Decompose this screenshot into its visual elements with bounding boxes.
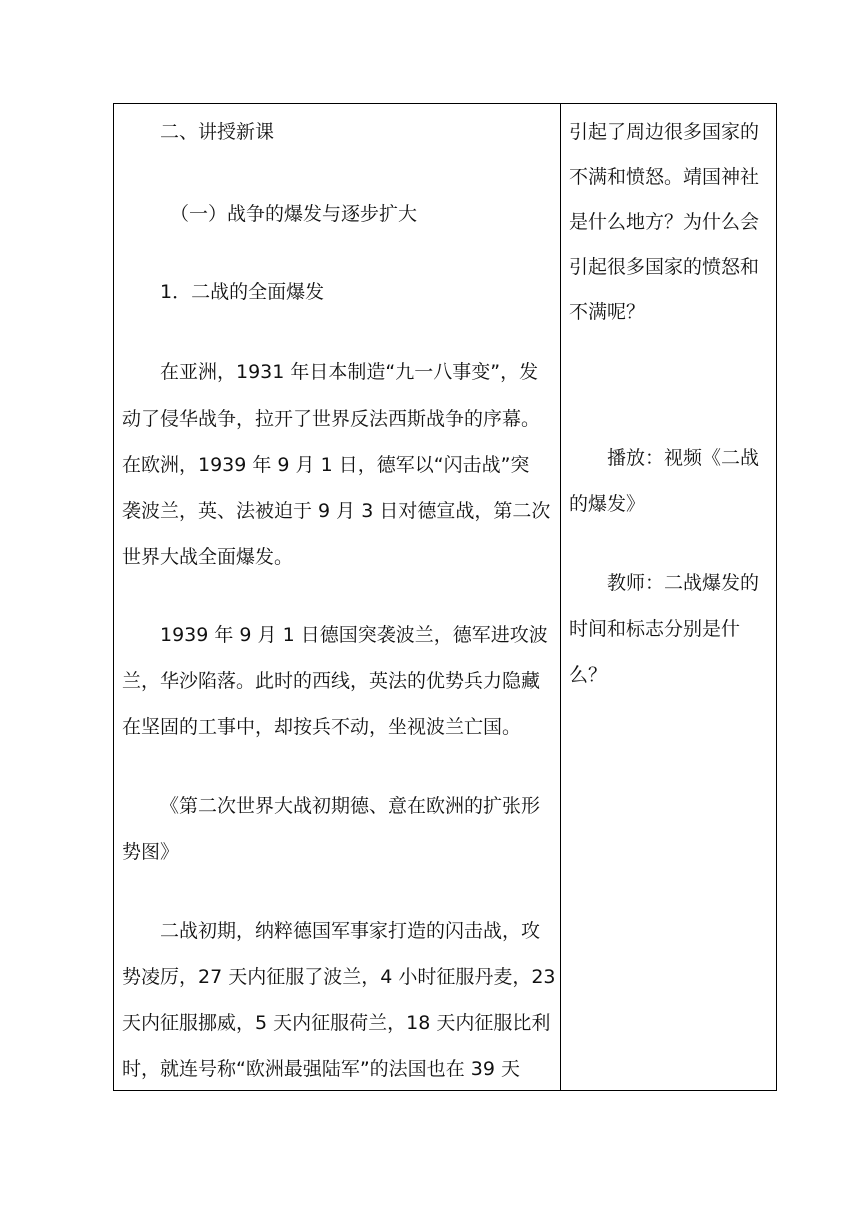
para1-line: 世界大战全面爆发。 xyxy=(122,546,294,568)
question-line: 是什么地方？为什么会 xyxy=(569,211,760,233)
para1-line: 袭波兰，英、法被迫于 9 月 3 日对德宣战，第二次 xyxy=(122,500,551,522)
para4-line: 势凌厉，27 天内征服了波兰，4 小时征服丹麦，23 xyxy=(122,966,556,988)
lesson-table xyxy=(113,103,777,1091)
question-line: 不满呢？ xyxy=(569,301,646,323)
map-caption-line: 势图》 xyxy=(122,841,180,863)
item-heading: 1．二战的全面爆发 xyxy=(160,281,325,303)
teacher-question-line: 教师：二战爆发的 xyxy=(607,572,760,594)
para1-line: 在欧洲，1939 年 9 月 1 日，德军以“闪击战”突 xyxy=(122,454,530,476)
para4-line: 天内征服挪威，5 天内征服荷兰，18 天内征服比利 xyxy=(122,1012,551,1034)
teacher-activity-cell xyxy=(561,104,776,1090)
para2-line: 兰，华沙陷落。此时的西线，英法的优势兵力隐藏 xyxy=(122,670,541,692)
teacher-question-line: 时间和标志分别是什 xyxy=(569,618,741,640)
para4-line: 二战初期，纳粹德国军事家打造的闪击战，攻 xyxy=(160,920,541,942)
question-line: 引起很多国家的愤怒和 xyxy=(569,256,760,278)
video-note-line: 的爆发》 xyxy=(569,493,646,515)
question-line: 不满和愤怒。靖国神社 xyxy=(569,166,760,188)
para1-line: 动了侵华战争，拉开了世界反法西斯战争的序幕。 xyxy=(122,408,541,430)
teacher-question-line: 么？ xyxy=(569,664,608,686)
para1-line: 在亚洲，1931 年日本制造“九一八事变”，发 xyxy=(160,361,539,383)
map-caption-line: 《第二次世界大战初期德、意在欧洲的扩张形 xyxy=(160,795,541,817)
lesson-content-cell xyxy=(114,104,560,1090)
question-line: 引起了周边很多国家的 xyxy=(569,121,760,143)
para4-line: 时，就连号称“欧洲最强陆军”的法国也在 39 天 xyxy=(122,1058,520,1080)
para2-line: 1939 年 9 月 1 日德国突袭波兰，德军进攻波 xyxy=(160,624,548,646)
section-heading: 二、讲授新课 xyxy=(160,121,275,143)
para2-line: 在坚固的工事中，却按兵不动，坐视波兰亡国。 xyxy=(122,716,522,738)
video-note-line: 播放：视频《二战 xyxy=(607,447,760,469)
subsection-heading: （一）战争的爆发与逐步扩大 xyxy=(170,203,418,225)
